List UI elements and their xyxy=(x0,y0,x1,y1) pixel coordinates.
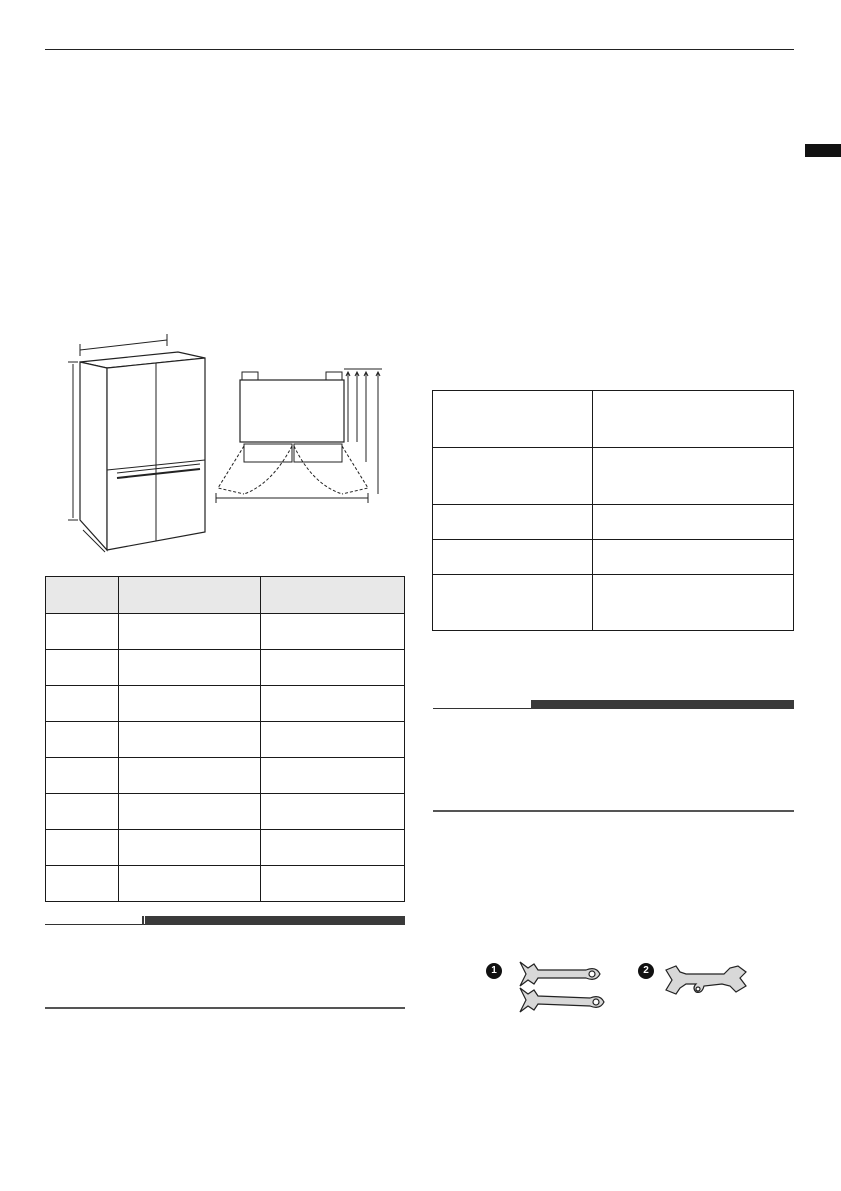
tool-number-badge: 1 xyxy=(486,963,502,979)
combination-wrench-icon xyxy=(664,962,748,998)
tool-number-badge: 2 xyxy=(638,963,654,979)
note-header-bar xyxy=(45,916,405,925)
table-header-row xyxy=(46,577,405,614)
note-header-bar xyxy=(433,700,794,709)
table-cell xyxy=(433,448,593,505)
table-cell xyxy=(118,794,261,830)
note-end-rule xyxy=(45,1007,405,1009)
table-cell xyxy=(261,614,405,650)
table-cell xyxy=(46,722,119,758)
table-cell xyxy=(592,540,793,575)
note-bar-tick xyxy=(142,916,144,925)
table-cell xyxy=(261,830,405,866)
table-row xyxy=(46,650,405,686)
table-cell xyxy=(46,794,119,830)
refrigerator-illustration xyxy=(55,332,215,554)
table-row xyxy=(46,830,405,866)
top-rule xyxy=(45,49,794,50)
table-row xyxy=(433,505,794,540)
table-row xyxy=(46,614,405,650)
table-row xyxy=(46,686,405,722)
table-row xyxy=(46,722,405,758)
table-row xyxy=(433,448,794,505)
table-cell xyxy=(118,722,261,758)
table-cell xyxy=(46,830,119,866)
note-bar-fill xyxy=(145,916,405,925)
table-cell xyxy=(592,391,793,448)
table-cell xyxy=(118,830,261,866)
table-header-cell xyxy=(118,577,261,614)
table-cell xyxy=(261,722,405,758)
table-row xyxy=(433,540,794,575)
table-cell xyxy=(261,866,405,902)
table-cell xyxy=(433,575,593,631)
table-row xyxy=(46,866,405,902)
table-cell xyxy=(46,686,119,722)
table-row xyxy=(46,758,405,794)
table-cell xyxy=(261,686,405,722)
table-cell xyxy=(433,540,593,575)
table-cell xyxy=(592,575,793,631)
dimensions-table xyxy=(45,576,405,902)
table-cell xyxy=(433,505,593,540)
table-cell xyxy=(46,758,119,794)
table-cell xyxy=(261,794,405,830)
language-tab xyxy=(805,144,841,157)
clearance-table xyxy=(432,390,794,631)
table-cell xyxy=(118,866,261,902)
table-header-cell xyxy=(261,577,405,614)
top-view-door-swing-diagram xyxy=(212,364,390,504)
table-cell xyxy=(118,614,261,650)
table-cell xyxy=(46,866,119,902)
table-cell xyxy=(592,505,793,540)
table-cell xyxy=(46,650,119,686)
note-end-rule xyxy=(433,810,794,812)
table-cell xyxy=(261,650,405,686)
table-row xyxy=(433,391,794,448)
table-cell xyxy=(592,448,793,505)
table-cell xyxy=(118,758,261,794)
double-wrench-icon xyxy=(516,958,608,1014)
table-cell xyxy=(261,758,405,794)
table-cell xyxy=(118,650,261,686)
table-cell xyxy=(433,391,593,448)
table-header-cell xyxy=(46,577,119,614)
table-cell xyxy=(118,686,261,722)
table-cell xyxy=(46,614,119,650)
table-row xyxy=(46,794,405,830)
note-bar-fill xyxy=(531,700,794,709)
table-row xyxy=(433,575,794,631)
